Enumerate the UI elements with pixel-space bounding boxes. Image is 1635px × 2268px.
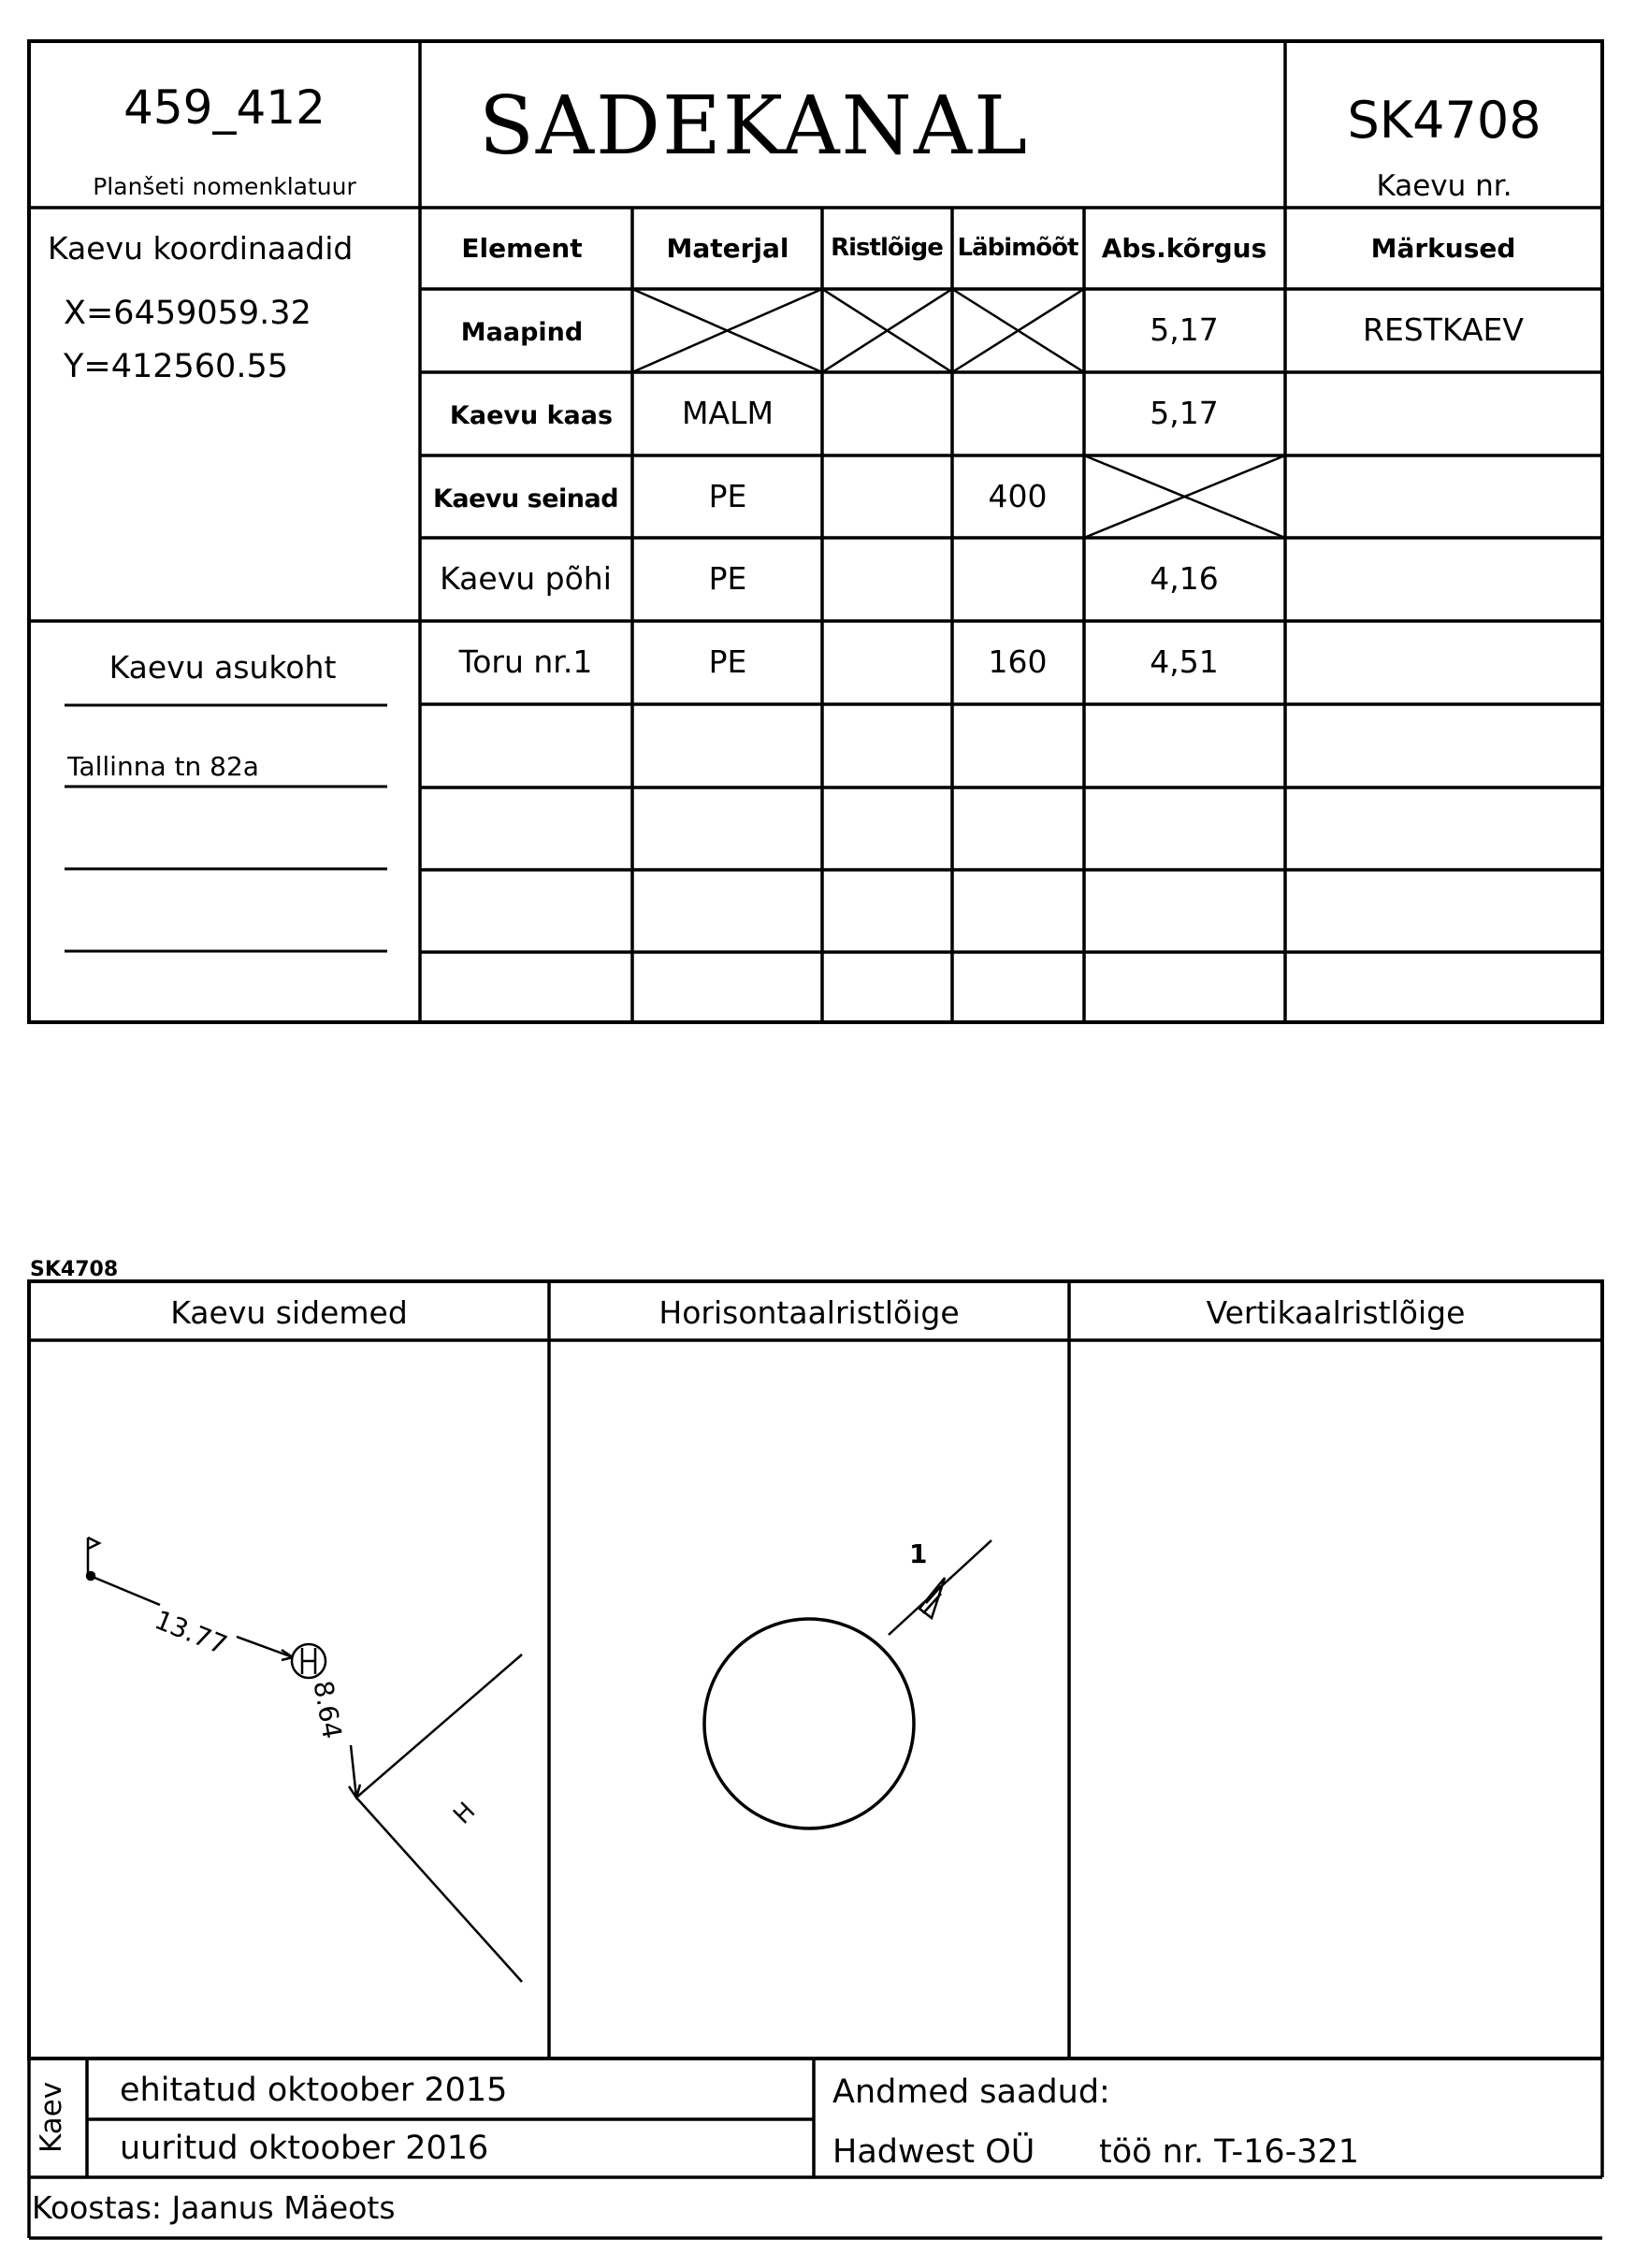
table-cell-element: Kaevu seinad <box>432 484 619 513</box>
table-cell-abs-height: 4,51 <box>1150 643 1219 680</box>
location-line: Tallinna tn 82a <box>67 751 259 782</box>
panel-title-ties: Kaevu sidemed <box>170 1294 408 1331</box>
panel-title-horizontal: Horisontaalristlõige <box>658 1294 960 1331</box>
table-cell-element: Kaevu kaas <box>449 401 614 430</box>
table-cell-material: PE <box>708 478 747 514</box>
dimension-label: 8.64 <box>307 1678 348 1741</box>
table-cell-element: Maapind <box>460 318 584 347</box>
author: Koostas: Jaanus Mäeots <box>32 2189 396 2226</box>
column-header-cross-section: Ristlõige <box>831 234 943 262</box>
table-cell-abs-height: 4,16 <box>1150 560 1219 597</box>
column-header-diameter: Läbimõõt <box>957 234 1078 262</box>
built-date: ehitatud oktoober 2015 <box>120 2072 508 2109</box>
table-cell-element: Kaevu põhi <box>440 560 612 597</box>
table-cell-material: MALM <box>682 395 774 431</box>
plan-caption: Planšeti nomenklatuur <box>93 173 356 200</box>
column-header-notes: Märkused <box>1370 233 1516 264</box>
table-cell-element: Toru nr.1 <box>458 643 593 680</box>
page-title: SADEKANAL <box>479 79 1030 173</box>
table-cell-material: PE <box>708 643 747 680</box>
location-heading: Kaevu asukoht <box>109 649 337 686</box>
plan-number: 459_412 <box>123 80 326 135</box>
table-cell-abs-height: 5,17 <box>1150 395 1219 431</box>
coordinate-y: Y=412560.55 <box>64 348 288 385</box>
column-header-element: Element <box>461 233 583 264</box>
footer-side-label: Kaev <box>35 2081 68 2153</box>
table-cell-diameter: 160 <box>988 643 1048 680</box>
column-header-material: Materjal <box>666 233 789 264</box>
data-source: Hadwest OÜ <box>832 2133 1035 2171</box>
dimension-label: 13.77 <box>150 1604 232 1661</box>
table-cell-notes: RESTKAEV <box>1363 311 1524 348</box>
pipe-number-label: 1 <box>909 1538 928 1569</box>
column-header-abs-height: Abs.kõrgus <box>1101 233 1267 264</box>
table-cell-material: PE <box>708 560 747 597</box>
panel-title-vertical: Vertikaalristlõige <box>1206 1294 1466 1331</box>
well-caption: Kaevu nr. <box>1376 169 1512 203</box>
table-cell-diameter: 400 <box>988 478 1048 514</box>
well-id: SK4708 <box>1347 91 1541 150</box>
height-label: H <box>448 1797 482 1830</box>
table-cell-abs-height: 5,17 <box>1150 311 1219 348</box>
work-number: töö nr. T-16-321 <box>1099 2133 1360 2171</box>
data-heading: Andmed saadud: <box>832 2073 1110 2111</box>
coordinates-heading: Kaevu koordinaadid <box>48 230 354 267</box>
drawing-small-label: SK4708 <box>30 1258 119 1281</box>
surveyed-date: uuritud oktoober 2016 <box>120 2130 489 2167</box>
coordinate-x: X=6459059.32 <box>64 295 311 332</box>
